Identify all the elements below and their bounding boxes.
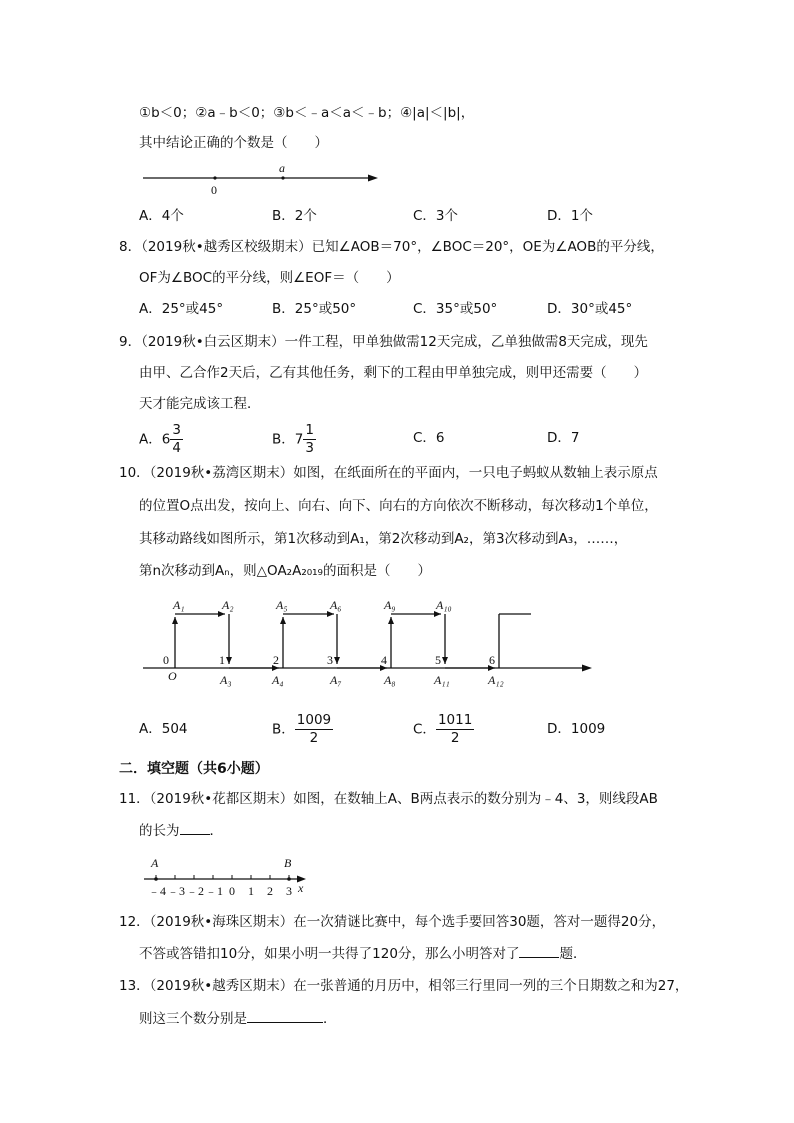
q7-option-c: C．3个 [413, 208, 459, 224]
q7-option-b: B．2个 [272, 208, 317, 224]
tick-neg2: ﹣2 [186, 884, 205, 898]
label-a8: A₈ [384, 673, 396, 687]
tick-0: 0 [163, 653, 169, 667]
label-a11: A₁₁ [434, 673, 450, 687]
point-a-label: A [151, 856, 159, 870]
q9-line-2: 由甲、乙合作2天后，乙有其他任务，剩下的工程由甲单独完成，则甲还需要（ ） [139, 365, 648, 381]
q8-option-d: D．30°或45° [547, 301, 633, 317]
label-a7: A₇ [330, 673, 342, 687]
label-a3: A₃ [220, 673, 232, 687]
q9-option-c: C．6 [413, 430, 445, 446]
q9-option-d: D．7 [547, 430, 580, 446]
section-heading: 二．填空题（共6小题） [119, 761, 269, 777]
origin-label: O [168, 669, 177, 683]
q12-line-1: 12．（2019秋•海珠区期末）在一次猜谜比赛中，每个选手要回答30题，答对一题得20分， [119, 914, 666, 930]
q13-line-1: 13．（2019秋•越秀区期末）在一张普通的月历中，相邻三行里同一列的三个日期数之和为27， [119, 978, 689, 994]
q8-line-2: OF为∠BOC的平分线，则∠EOF＝（ ） [139, 270, 400, 286]
q7-a-label: a [279, 161, 285, 175]
tick-6: 6 [489, 653, 495, 667]
q10-option-a: A．504 [139, 721, 188, 737]
label-a4: A₄ [272, 673, 284, 687]
point-b-label: B [284, 856, 292, 870]
tick-5: 5 [435, 653, 441, 667]
q12-answer-blank[interactable] [519, 943, 559, 958]
q13-line-2: 则这三个数分别是 ． [139, 1008, 337, 1029]
q13-answer-blank[interactable] [247, 1008, 323, 1023]
q7-conclusions: ①b＜0；②a﹣b＜0；③b＜﹣a＜a＜﹣b；④|a|＜|b|， [139, 105, 475, 121]
tick-zero: 0 [229, 884, 235, 898]
q10-option-d: D．1009 [547, 721, 606, 737]
tick-neg3: ﹣3 [167, 884, 186, 898]
q7-option-a: A．4个 [139, 208, 184, 224]
q9-option-a: A．6 $\frac{3}{4}$ [139, 422, 181, 456]
q7-option-d: D．1个 [547, 208, 593, 224]
tick-4: 4 [381, 653, 387, 667]
q7-zero-label: 0 [211, 183, 217, 197]
label-a12: A₁₂ [488, 673, 504, 687]
q10-line-3: 其移动路线如图所示，第1次移动到A₁，第2次移动到A₂，第3次移动到A₃，……， [139, 531, 628, 547]
tick-neg4: ﹣4 [148, 884, 167, 898]
q11-line-1: 11．（2019秋•花都区期末）如图，在数轴上A、B两点表示的数分别为﹣4、3，则线段AB [119, 791, 658, 807]
label-a9: A₉ [384, 598, 396, 612]
tick-2: 2 [273, 653, 279, 667]
label-a2: A₂ [222, 598, 234, 612]
tick-3: 3 [327, 653, 333, 667]
tick-one: 1 [248, 884, 254, 898]
q10-line-4: 第n次移动到Aₙ，则△OA₂A₂₀₁₉的面积是（ ） [139, 563, 431, 579]
q9-line-1: 9．（2019秋•白云区期末）一件工程，甲单独做需12天完成，乙单独做需8天完成，现先 [119, 334, 648, 350]
q10-option-b: B． $\frac{1009}{2}$ [272, 712, 332, 746]
tick-neg1: ﹣1 [205, 884, 224, 898]
q11-line-2: 的长为 ． [139, 820, 223, 841]
label-a1: A₁ [173, 598, 185, 612]
q9-option-b: B．7 $\frac{1}{3}$ [272, 422, 314, 456]
label-a10: A₁₀ [436, 598, 452, 612]
q8-option-a: A．25°或45° [139, 301, 224, 317]
q10-line-1: 10．（2019秋•荔湾区期末）如图，在纸面所在的平面内，一只电子蚂蚁从数轴上表示原点 [119, 465, 658, 481]
q8-option-c: C．35°或50° [413, 301, 498, 317]
q10-line-2: 的位置O点出发，按向上、向右、向下、向右的方向依次不断移动，每次移动1个单位， [139, 498, 658, 514]
q10-option-c: C． $\frac{1011}{2}$ [413, 712, 473, 746]
axis-x-label: x [298, 881, 304, 895]
tick-two: 2 [267, 884, 273, 898]
label-a5: A₅ [276, 598, 288, 612]
label-a6: A₆ [330, 598, 342, 612]
q9-line-3: 天才能完成该工程． [139, 396, 261, 412]
q8-line-1: 8．（2019秋•越秀区校级期末）已知∠AOB＝70°，∠BOC＝20°，OE为∠AOB的平分线， [119, 239, 664, 255]
q8-option-b: B．25°或50° [272, 301, 357, 317]
q12-line-2: 不答或答错扣10分，如果小明一共得了120分，那么小明答对了 题． [139, 943, 586, 964]
tick-1: 1 [219, 653, 225, 667]
tick-three: 3 [286, 884, 292, 898]
q7-prompt: 其中结论正确的个数是（ ） [139, 135, 328, 151]
